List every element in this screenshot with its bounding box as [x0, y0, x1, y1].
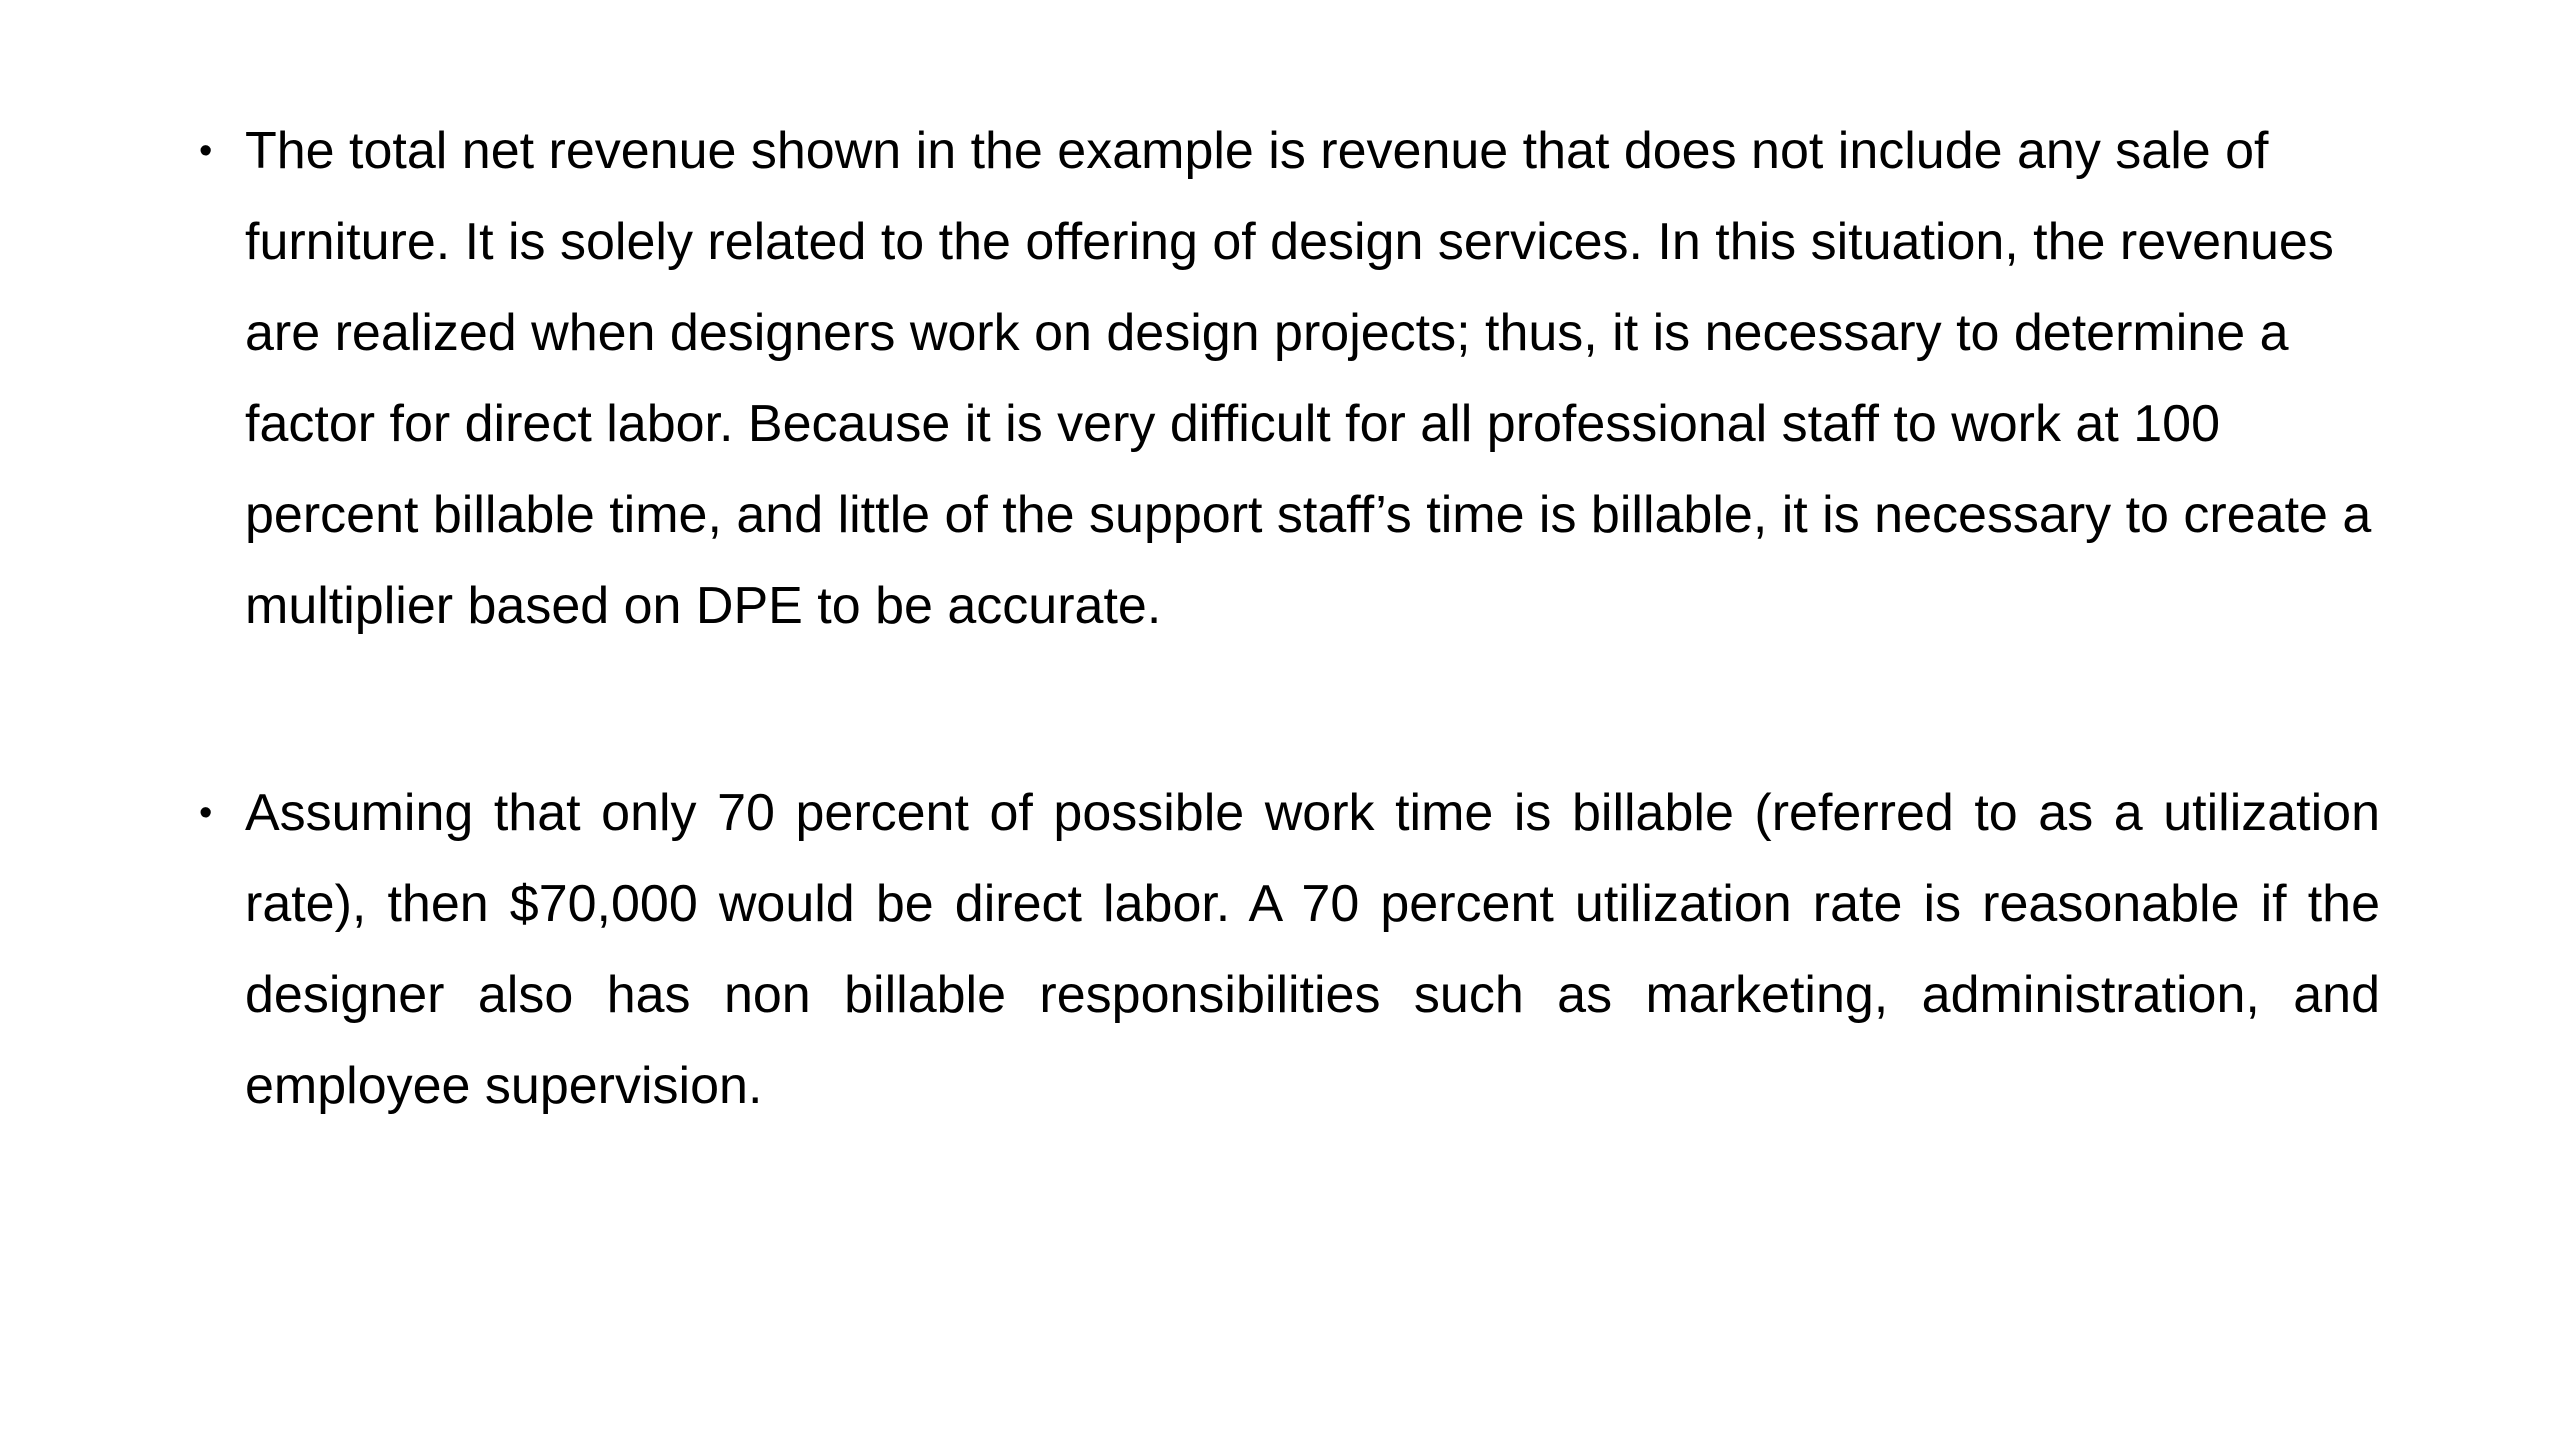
bullet-marker: •: [199, 792, 213, 834]
bullet-paragraph-utilization: [199, 768, 2380, 1132]
bullet-marker: •: [199, 130, 213, 172]
paragraph-text: The total net revenue shown in the example is revenue that does not include any sale of furniture. It is solely related to the offering of design services. In this situation, the revenues are realized when designers work on design projects; thus, it is necessary to determine a factor for direct labor. Because it is very difficult for all professional staff to work at 100 percent billable time, and little of the support staff’s time is billable, it is necessary to create a multiplier based on DPE to be accurate.: [245, 122, 2372, 635]
bullet-paragraph-revenue: [199, 106, 2380, 652]
paragraph-text: Assuming that only 70 percent of possible work time is billable (referred to as a utilization rate), then $70,000 would be direct labor. A 70 percent utilization rate is reasonable if the designer also has non billable responsibilities such as marketing, administration, and employee supervision.: [245, 784, 2380, 1115]
